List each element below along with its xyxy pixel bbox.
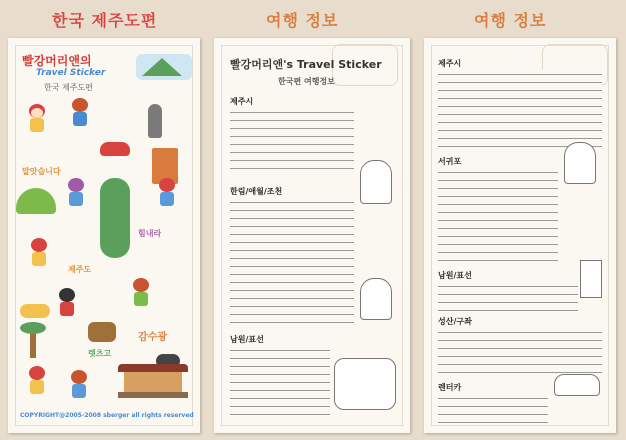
- heading-travel-info-right: 여행 정보: [474, 11, 547, 30]
- info-text-block: [438, 394, 548, 424]
- info-text-block: [230, 108, 354, 174]
- car-sticker: [100, 142, 130, 156]
- sticker-edition: 한국 제주도편: [44, 83, 93, 92]
- sticker-label: 말앗습니다: [22, 167, 61, 176]
- sticker-label: 감수광: [138, 332, 167, 343]
- sticker-label: 렛츠고: [88, 349, 112, 358]
- pagoda-illustration: [580, 260, 602, 298]
- character-illustration: [360, 278, 392, 320]
- info-text-block: [230, 346, 330, 416]
- horse-sticker: [88, 322, 116, 342]
- info-subtitle: 한국편 여행정보: [278, 77, 335, 86]
- info-section-heading: 남원/표선: [230, 335, 264, 344]
- info-section-heading: 성산/구좌: [438, 317, 472, 326]
- travel-info-panel-middle: [214, 38, 410, 433]
- info-section-heading: 남원/표선: [438, 271, 472, 280]
- info-title: 빨강머리앤's Travel Sticker: [230, 58, 382, 71]
- info-text-block: [438, 282, 578, 312]
- travel-info-panel-right: [424, 38, 616, 433]
- character-sticker: [66, 178, 86, 208]
- tree-sticker: [100, 178, 130, 258]
- submarine-sticker: [20, 304, 50, 318]
- info-text-block: [438, 328, 602, 378]
- palm-leaves-sticker: [20, 322, 46, 334]
- stone-statue-sticker: [148, 104, 162, 138]
- info-section-heading: 한림/애월/조천: [230, 187, 283, 196]
- info-text-block: [438, 168, 558, 264]
- info-text-block: [230, 198, 354, 328]
- character-sticker: [130, 278, 152, 308]
- character-sticker: [156, 178, 178, 208]
- characters-illustration: [334, 358, 396, 410]
- heading-travel-info-middle: 여행 정보: [266, 11, 339, 30]
- sticker-title: 빨강머리앤의: [22, 54, 92, 68]
- info-section-heading: 제주시: [230, 97, 254, 106]
- info-section-heading: 렌터카: [438, 383, 462, 392]
- character-sticker: [70, 98, 90, 126]
- character-illustration: [360, 160, 392, 204]
- info-text-block: [438, 70, 602, 150]
- character-sticker: [56, 288, 78, 318]
- car-illustration: [554, 374, 600, 396]
- sticker-label: 제주도: [68, 265, 92, 274]
- copyright-notice: COPYRIGHT@2005-2008 sberger all rights reserved: [20, 412, 194, 419]
- character-sticker: [26, 366, 48, 396]
- temple-sticker: [118, 364, 188, 398]
- sticker-label: 힘내라: [138, 229, 162, 238]
- sticker-sheet-panel: [8, 38, 200, 433]
- character-sticker: [28, 238, 50, 268]
- character-sticker: [68, 370, 90, 400]
- sticker-subtitle: Travel Sticker: [36, 68, 106, 78]
- info-section-heading: 제주시: [438, 59, 462, 68]
- character-sticker: [26, 104, 48, 134]
- heading-jeju-edition: 한국 제주도편: [52, 11, 158, 30]
- character-illustration: [564, 142, 596, 184]
- mountain-icon: [142, 58, 182, 76]
- info-section-heading: 서귀포: [438, 157, 462, 166]
